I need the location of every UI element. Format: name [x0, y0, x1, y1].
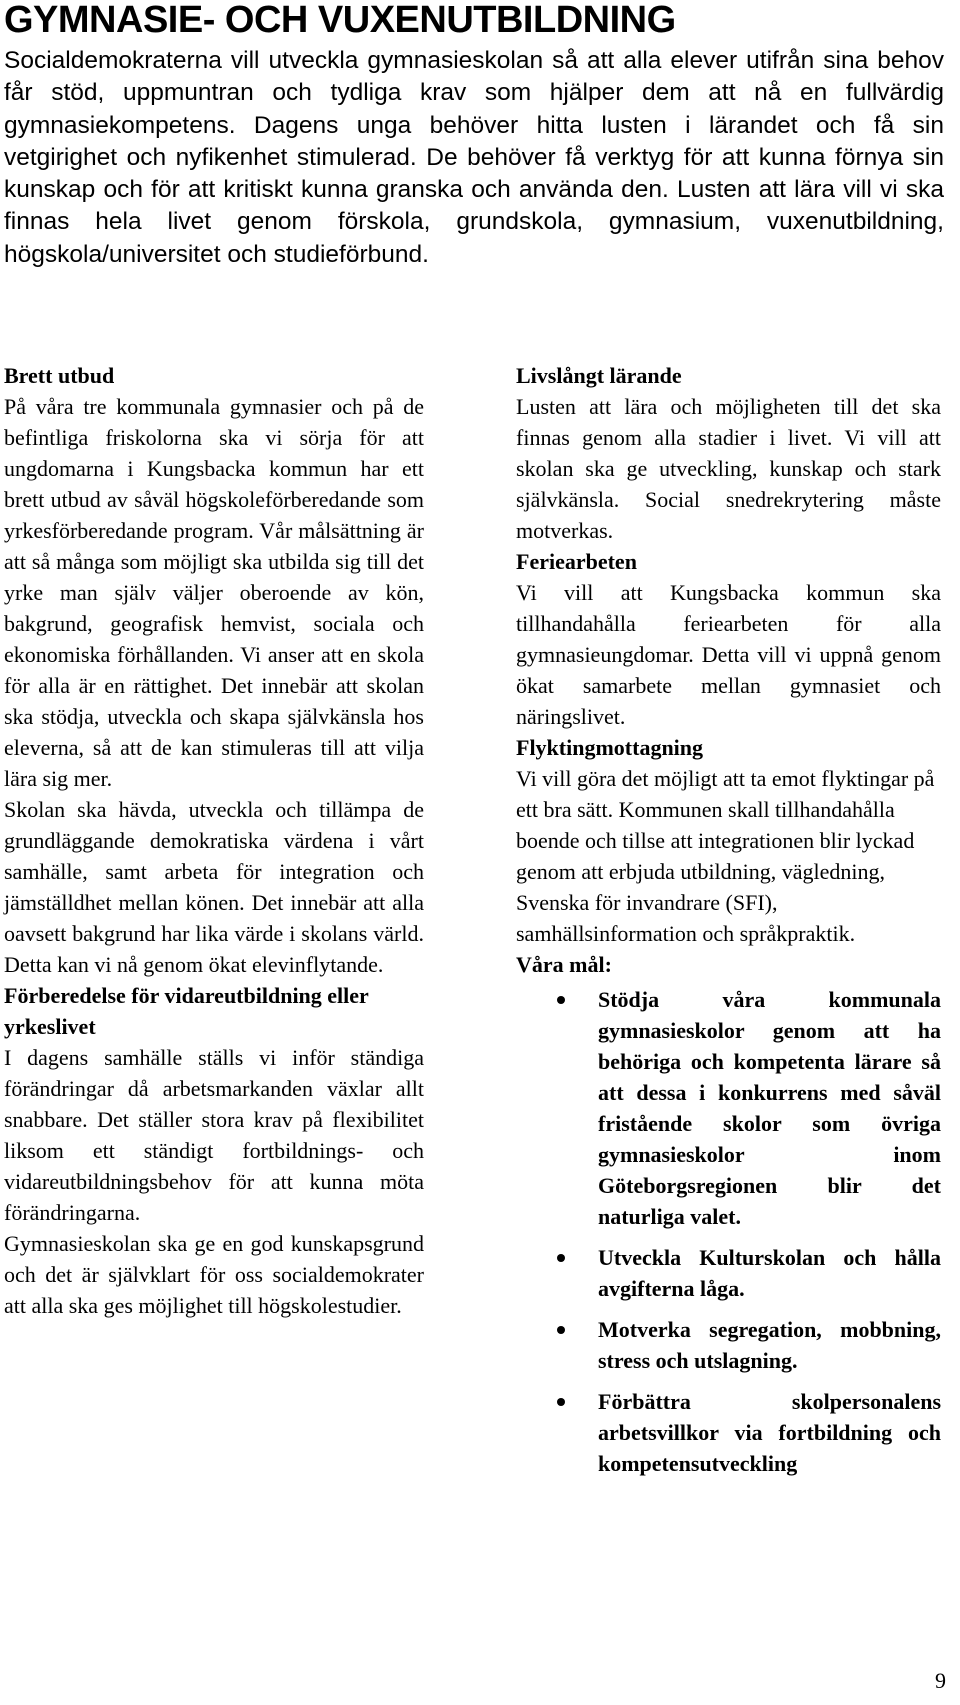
list-item — [516, 1386, 941, 1479]
paragraph-flyktingmottagning: Vi vill göra det möjligt att ta emot flyktingar på ett bra sätt. Kommunen skall tillhandahålla boende och tillse att integrationen blir lyckad genom att erbjuda utbildning, vägledning, Svenska för invandrare (SFI), samhällsinformation och språkpraktik. — [516, 766, 935, 946]
goal-text: Motverka segregation, mobbning, stress och utslagning. — [598, 1317, 941, 1373]
paragraph-hogskolestudier: Gymnasieskolan ska ge en god kunskapsgrund och det är självklart för oss socialdemokrater att alla ska ges möjlighet till högskolestudier. — [4, 1231, 424, 1318]
goal-text: Stödja våra kommunala gymnasieskolor genom att ha behöriga och kompetenta lärare så att dessa i konkurrens med såväl fristående skolor som övriga gymnasieskolor inom Göteborgsregionen blir det naturliga valet. — [598, 987, 941, 1229]
heading-brett-utbud: Brett utbud — [4, 363, 115, 388]
list-item — [516, 1242, 941, 1304]
goal-text: Utveckla Kulturskolan och hålla avgifterna låga. — [598, 1245, 941, 1301]
heading-flyktingmottagning: Flyktingmottagning — [516, 735, 704, 760]
page-title: GYMNASIE- OCH VUXENUTBILDNING — [4, 0, 676, 41]
bullet-icon — [557, 1326, 565, 1334]
right-column — [516, 360, 941, 1489]
page-number: 9 — [935, 1668, 946, 1693]
paragraph-forberedelse: I dagens samhälle ställs vi inför ständiga förändringar då arbetsmarkanden växlar allt snabbare. Det ställer stora krav på flexibilitet liksom ett ständigt fortbildnings- och vidareutbildningsbehov för att kunna möta förändringarna. — [4, 1045, 424, 1225]
intro-paragraph: Socialdemokraterna vill utveckla gymnasieskolan så att alla elever utifrån sina behov får stöd, uppmuntran och tydliga krav som hjälper dem att nå en fullvärdig gymnasiekompetens. Dagens unga behöver hitta lusten i lärandet och få sin vetgirighet och nyfikenhet stimulerad. De behöver få verktyg för att kunna förnya sin kunskap och för att kritiskt kunna granska och använda den. Lusten att lära vill vi ska finnas hela livet genom förskola, grundskola, gymnasium, vuxenutbildning, högskola/universitet och studieförbund. — [4, 47, 944, 268]
bullet-icon — [557, 1254, 565, 1262]
paragraph-livslangt-larande: Lusten att lära och möjligheten till det ska finnas genom alla stadier i livet. Vi vill att skolan ska ge utveckling, kunskap och stark självkänsla. Social snedrekrytering måste motverkas. — [516, 394, 941, 543]
goals-list — [516, 984, 941, 1479]
list-item — [516, 1314, 941, 1376]
paragraph-feriearbeten: Vi vill att Kungsbacka kommun ska tillhandahålla feriearbeten för alla gymnasieungdomar. Detta vill vi uppnå genom ökat samarbete mellan gymnasiet och näringslivet. — [516, 580, 941, 729]
bullet-icon — [557, 1398, 565, 1406]
list-item — [516, 984, 941, 1232]
heading-forberedelse: Förberedelse för vidareutbildning eller yrkeslivet — [4, 983, 369, 1039]
paragraph-brett-utbud: På våra tre kommunala gymnasier och på de befintliga friskolorna ska vi sörja för att ungdomarna i Kungsbacka kommun har ett brett utbud av såväl högskoleförberedande som yrkesförberedande program. Vår målsättning är att så många som möjligt ska utbilda sig till det yrke man själv väljer oberoende av kön, bakgrund, geografisk hemvist, sociala och ekonomiska förhållanden. Vi anser att en skola för alla är en rättighet. Det innebär att skolan ska stödja, utveckla och skapa självkänsla hos eleverna, så att de kan stimuleras till att vilja lära sig mer. — [4, 394, 424, 791]
paragraph-demokrati: Skolan ska hävda, utveckla och tillämpa de grundläggande demokratiska värdena i vårt samhälle, samt arbeta för integration och jämställdhet mellan könen. Det innebär att alla oavsett bakgrund har lika värde i skolans värld. Detta kan vi nå genom ökat elevinflytande. — [4, 797, 424, 977]
heading-vara-mal: Våra mål: — [516, 952, 612, 977]
heading-livslangt-larande: Livslångt lärande — [516, 363, 682, 388]
bullet-icon — [557, 996, 565, 1004]
left-column — [4, 360, 424, 1321]
heading-feriearbeten: Feriearbeten — [516, 549, 637, 574]
goal-text: Förbättra skolpersonalens arbetsvillkor via fortbildning och kompetensutveckling — [598, 1389, 941, 1476]
